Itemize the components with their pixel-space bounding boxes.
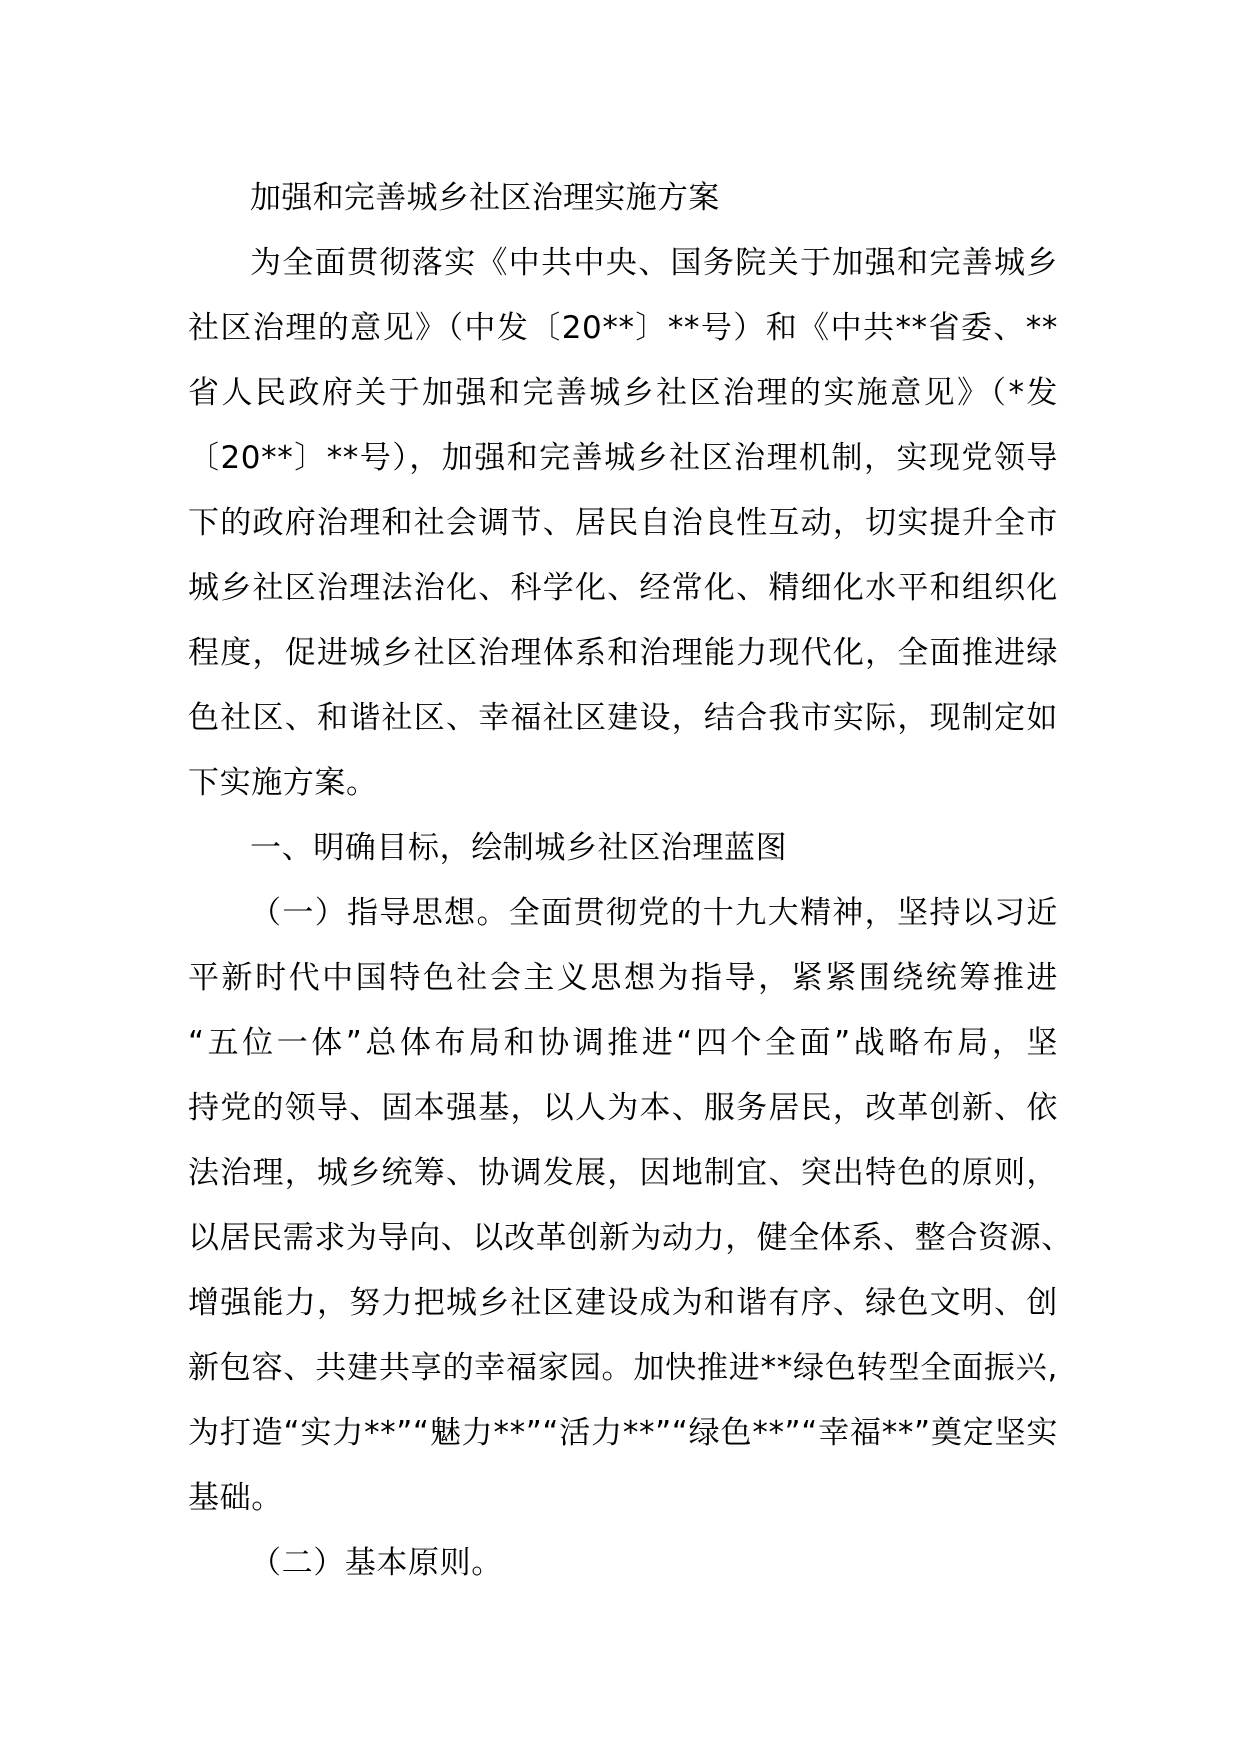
paragraph-line: 为全面贯彻落实《中共中央、国务院关于加强和完善城乡 bbox=[250, 245, 1058, 281]
paragraph-line: 法治理，城乡统筹、协调发展，因地制宜、突出特色的原则， bbox=[188, 1155, 1058, 1191]
subsection-heading: （二）基本原则。 bbox=[250, 1545, 503, 1581]
paragraph-line: 色社区、和谐社区、幸福社区建设，结合我市实际，现制定如 bbox=[188, 700, 1058, 736]
paragraph-line: 持党的领导、固本强基，以人为本、服务居民，改革创新、依 bbox=[188, 1090, 1058, 1126]
paragraph-line: 基础。 bbox=[188, 1480, 283, 1516]
document-page bbox=[188, 166, 1073, 1596]
paragraph-line: 城乡社区治理法治化、科学化、经常化、精细化水平和组织化 bbox=[188, 570, 1058, 606]
paragraph-line: 以居民需求为导向、以改革创新为动力，健全体系、整合资源、 bbox=[188, 1220, 1073, 1256]
paragraph-line: 〔20**〕**号），加强和完善城乡社区治理机制，实现党领导 bbox=[188, 440, 1058, 476]
paragraph-line: 程度，促进城乡社区治理体系和治理能力现代化，全面推进绿 bbox=[188, 635, 1058, 671]
paragraph-line: 社区治理的意见》（中发〔20**〕**号）和《中共**省委、** bbox=[188, 310, 1058, 346]
paragraph-line: 省人民政府关于加强和完善城乡社区治理的实施意见》（*发 bbox=[188, 375, 1058, 411]
paragraph-line: 下的政府治理和社会调节、居民自治良性互动，切实提升全市 bbox=[188, 505, 1058, 541]
paragraph-line: （一）指导思想。全面贯彻党的十九大精神，坚持以习近 bbox=[250, 895, 1058, 931]
paragraph-line: 为打造“实力**”“魅力**”“活力**”“绿色**”“幸福**”奠定坚实 bbox=[188, 1415, 1058, 1451]
paragraph-line: 增强能力，努力把城乡社区建设成为和谐有序、绿色文明、创 bbox=[188, 1285, 1058, 1321]
document-title: 加强和完善城乡社区治理实施方案 bbox=[250, 180, 720, 216]
paragraph-line: 新包容、共建共享的幸福家园。加快推进**绿色转型全面振兴, bbox=[188, 1350, 1058, 1386]
paragraph-line: 平新时代中国特色社会主义思想为指导，紧紧围绕统筹推进 bbox=[188, 960, 1058, 996]
section-heading: 一、明确目标，绘制城乡社区治理蓝图 bbox=[250, 830, 788, 866]
paragraph-line: “五位一体”总体布局和协调推进“四个全面”战略布局，坚 bbox=[188, 1025, 1058, 1061]
paragraph-line: 下实施方案。 bbox=[188, 765, 378, 801]
